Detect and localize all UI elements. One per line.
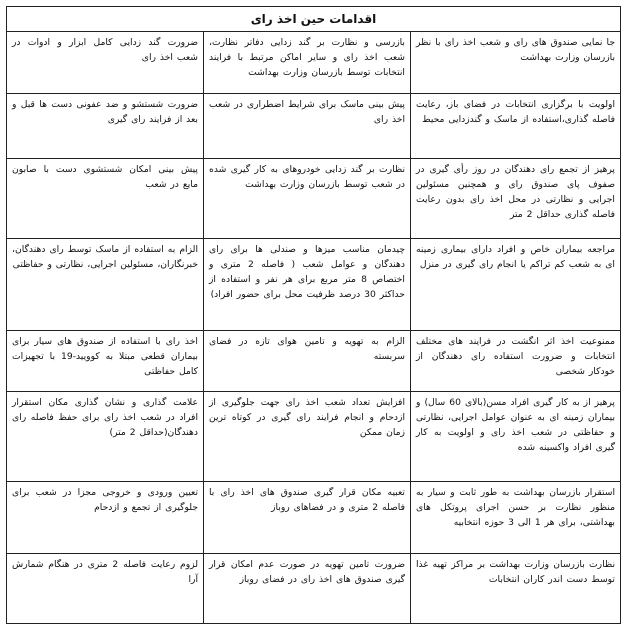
table-cell: پیش بینی ماسک برای شرایط اضطراری در شعب اخذ رای <box>204 94 411 159</box>
table-cell: الزام به تهویه و تامین هوای تازه در فضای سربسته <box>204 331 411 392</box>
table-cell: افزایش تعداد شعب اخذ رای جهت جلوگیری از ازدحام و انجام فرایند رای گیری در کوتاه ترین زمان ممکن <box>204 392 411 482</box>
table-cell: علامت گذاری و نشان گذاری مکان استقرار افراد در شعب اخذ رای برای حفظ فاصله رای دهندگان(حداقل 2 متر) <box>7 392 204 482</box>
table-cell: تعبیه مکان قرار گیری صندوق های اخذ رای با فاصله 2 متری و در فضاهای روباز <box>204 482 411 554</box>
table-cell: ضرورت تامین تهویه در صورت عدم امکان قرار گیری صندوق های اخذ رای در فضای روباز <box>204 554 411 624</box>
table-cell: استقرار بازرسان بهداشت به طور ثابت و سیار به منظور نظارت بر حسن اجرای پروتکل های بهداشتی، برای هر 1 الی 3 حوزه انتخابیه <box>411 482 621 554</box>
table-cell: ممنوعیت اخذ اثر انگشت در فرایند های مختلف انتخابات و ضرورت استفاده رای دهندگان از خودکار شخصی <box>411 331 621 392</box>
table-row <box>7 554 621 624</box>
table-cell: جا نمایی صندوق های رای و شعب اخذ رای با نظر بازرسان وزارت بهداشت <box>411 32 621 94</box>
table-title: اقدامات حین اخذ رای <box>7 7 621 32</box>
table-cell: مراجعه بیماران خاص و افراد دارای بیماری زمینه ای به شعب کم تراکم یا انجام رای گیری در منزل <box>411 239 621 331</box>
table-row <box>7 482 621 554</box>
table-cell: الزام به استفاده از ماسک توسط رای دهندگان، خبرنگاران، مسئولین اجرایی، نظارتی و حفاظتی <box>7 239 204 331</box>
table-cell: تعیین ورودی و خروجی مجزا در شعب برای جلوگیری از تجمع و ازدحام <box>7 482 204 554</box>
table-cell: بازرسی و نظارت بر گند زدایی دفاتر نظارت، شعب اخذ رای و سایر اماکن مرتبط با فرایند انتخابات توسط بازرسان وزارت بهداشت <box>204 32 411 94</box>
table-cell: لزوم رعایت فاصله 2 متری در هنگام شمارش آرا <box>7 554 204 624</box>
table-cell: چیدمان مناسب میزها و صندلی ها برای رای دهندگان و عوامل شعب ( فاصله 2 متری و اختصاص 8 متر مربع برای هر نفر و استفاده از حداکثر 30 درصد ظرفیت محل برای حضور افراد) <box>204 239 411 331</box>
measures-table <box>6 6 621 624</box>
table-cell: پرهیز از تجمع رای دهندگان در روز رأی گیری در صفوف پای صندوق رای و همچنین مسئولین اجرایی و نظارتی در محل اخذ رای بدون رعایت فاصله گذاری حداقل 2 متر <box>411 159 621 239</box>
table-row <box>7 94 621 159</box>
table-cell: نظارت بر گند زدایی خودروهای به کار گیری شده در شعب توسط بازرسان وزارت بهداشت <box>204 159 411 239</box>
table-row <box>7 159 621 239</box>
table-cell: پرهیز از به کار گیری افراد مسن(بالای 60 سال) و بیماران زمینه ای به عنوان عوامل اجرایی، نظارتی و حفاظتی در شعب اخذ رای و اولویت به کار گیری افراد واکسینه شده <box>411 392 621 482</box>
table-header-row <box>7 7 621 32</box>
table-row <box>7 239 621 331</box>
table-cell: اخذ رای با استفاده از صندوق های سیار برای بیماران قطعی مبتلا به کوویید-19 با تجهیزات کامل حفاظتی <box>7 331 204 392</box>
table-row <box>7 331 621 392</box>
table-row <box>7 32 621 94</box>
table-row <box>7 392 621 482</box>
table-cell: ضرورت گند زدایی کامل ابزار و ادوات در شعب اخذ رای <box>7 32 204 94</box>
table-cell: نظارت بازرسان وزارت بهداشت بر مراکز تهیه غذا توسط دست اندر کاران انتخابات <box>411 554 621 624</box>
table-cell: پیش بینی امکان شستشوی دست با صابون مایع در شعب <box>7 159 204 239</box>
table-cell: اولویت با برگزاری انتخابات در فضای باز، رعایت فاصله گذاری،استفاده از ماسک و گندزدایی محیط <box>411 94 621 159</box>
table-cell: ضرورت شستشو و ضد عفونی دست ها قبل و بعد از فرایند رای گیری <box>7 94 204 159</box>
